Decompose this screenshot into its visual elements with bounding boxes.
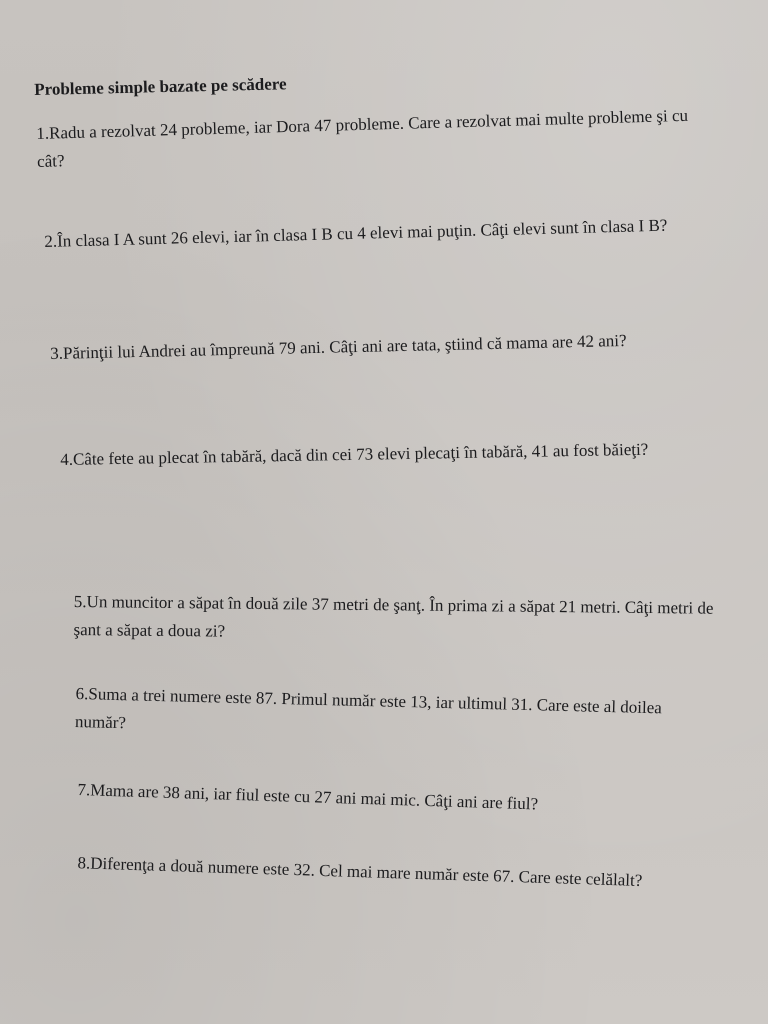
worksheet-title: Probleme simple bazate pe scădere [34,74,287,99]
problem-text: Mama are 38 ani, iar fiul este cu 27 ani mai mic. Câţi ani are fiul? [90,780,539,814]
problem-number: 4. [60,449,74,469]
problem-number: 2. [44,231,58,251]
problem-4 [60,435,710,474]
problem-3 [50,325,710,368]
problem-number: 5. [73,591,87,612]
problem-text: În clasa I A sunt 26 elevi, iar în clasa I B cu 4 elevi mai puţin. Câţi elevi sunt în clasa I B? [56,215,668,251]
problem-text: Diferenţa a două numere este 32. Cel mai mare număr este 67. Care este celălalt? [90,853,643,890]
problem-text: Suma a trei numere este 87. Primul număr este 13, iar ultimul 31. Care este al doilea număr? [74,684,663,733]
problem-number: 7. [77,779,91,800]
problem-1 [36,101,717,176]
problem-6 [75,680,706,751]
problem-number: 8. [77,853,91,873]
problem-2 [44,210,724,256]
problem-text: Un muncitor a săpat în două zile 37 metri de şanţ. În prima zi a săpat 21 metri. Câţi metri de şant a săpat a doua zi? [73,592,714,641]
problem-7 [77,776,698,823]
problem-text: Părinţii lui Andrei au împreună 79 ani. Câţi ani are tata, ştiind că mama are 42 ani? [62,330,627,363]
problem-number: 1. [36,123,50,143]
problem-8 [37,848,668,896]
problem-number: 6. [75,683,89,704]
problem-number: 3. [50,343,64,363]
problem-5 [73,588,714,651]
problem-text: Radu a rezolvat 24 probleme, iar Dora 47 probleme. Care a rezolvat mai multe probleme şi cu cât? [36,105,689,171]
problem-text: Câte fete au plecat în tabără, dacă din cei 73 elevi plecaţi în tabără, 41 au fost băieţi? [72,439,649,469]
